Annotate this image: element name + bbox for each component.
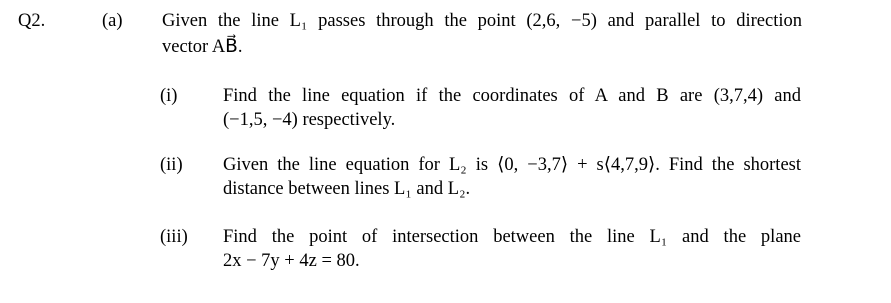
subpart-text-line2: distance between lines L₁ and L₂.: [223, 179, 471, 199]
subpart-label: (i): [160, 86, 178, 106]
part-label: (a): [102, 11, 123, 31]
subpart-text-line1: Find the point of intersection between the line L₁ and the plane: [223, 227, 801, 247]
subpart-label: (iii): [160, 227, 188, 247]
question-stem-line2: vector AB⃗.: [162, 37, 243, 57]
subpart-text-line2: (−1,5, −4) respectively.: [223, 110, 396, 130]
subpart-text-line2: 2x − 7y + 4z = 80.: [223, 251, 360, 271]
question-stem-line1: Given the line L₁ passes through the point (2,6, −5) and parallel to direction: [162, 11, 802, 31]
question-number: Q2.: [18, 11, 46, 31]
subpart-text-line1: Find the line equation if the coordinates of A and B are (3,7,4) and: [223, 86, 801, 106]
subpart-text-line1: Given the line equation for L₂ is ⟨0, −3,7⟩ + s⟨4,7,9⟩. Find the shortest: [223, 155, 801, 175]
subpart-label: (ii): [160, 155, 183, 175]
